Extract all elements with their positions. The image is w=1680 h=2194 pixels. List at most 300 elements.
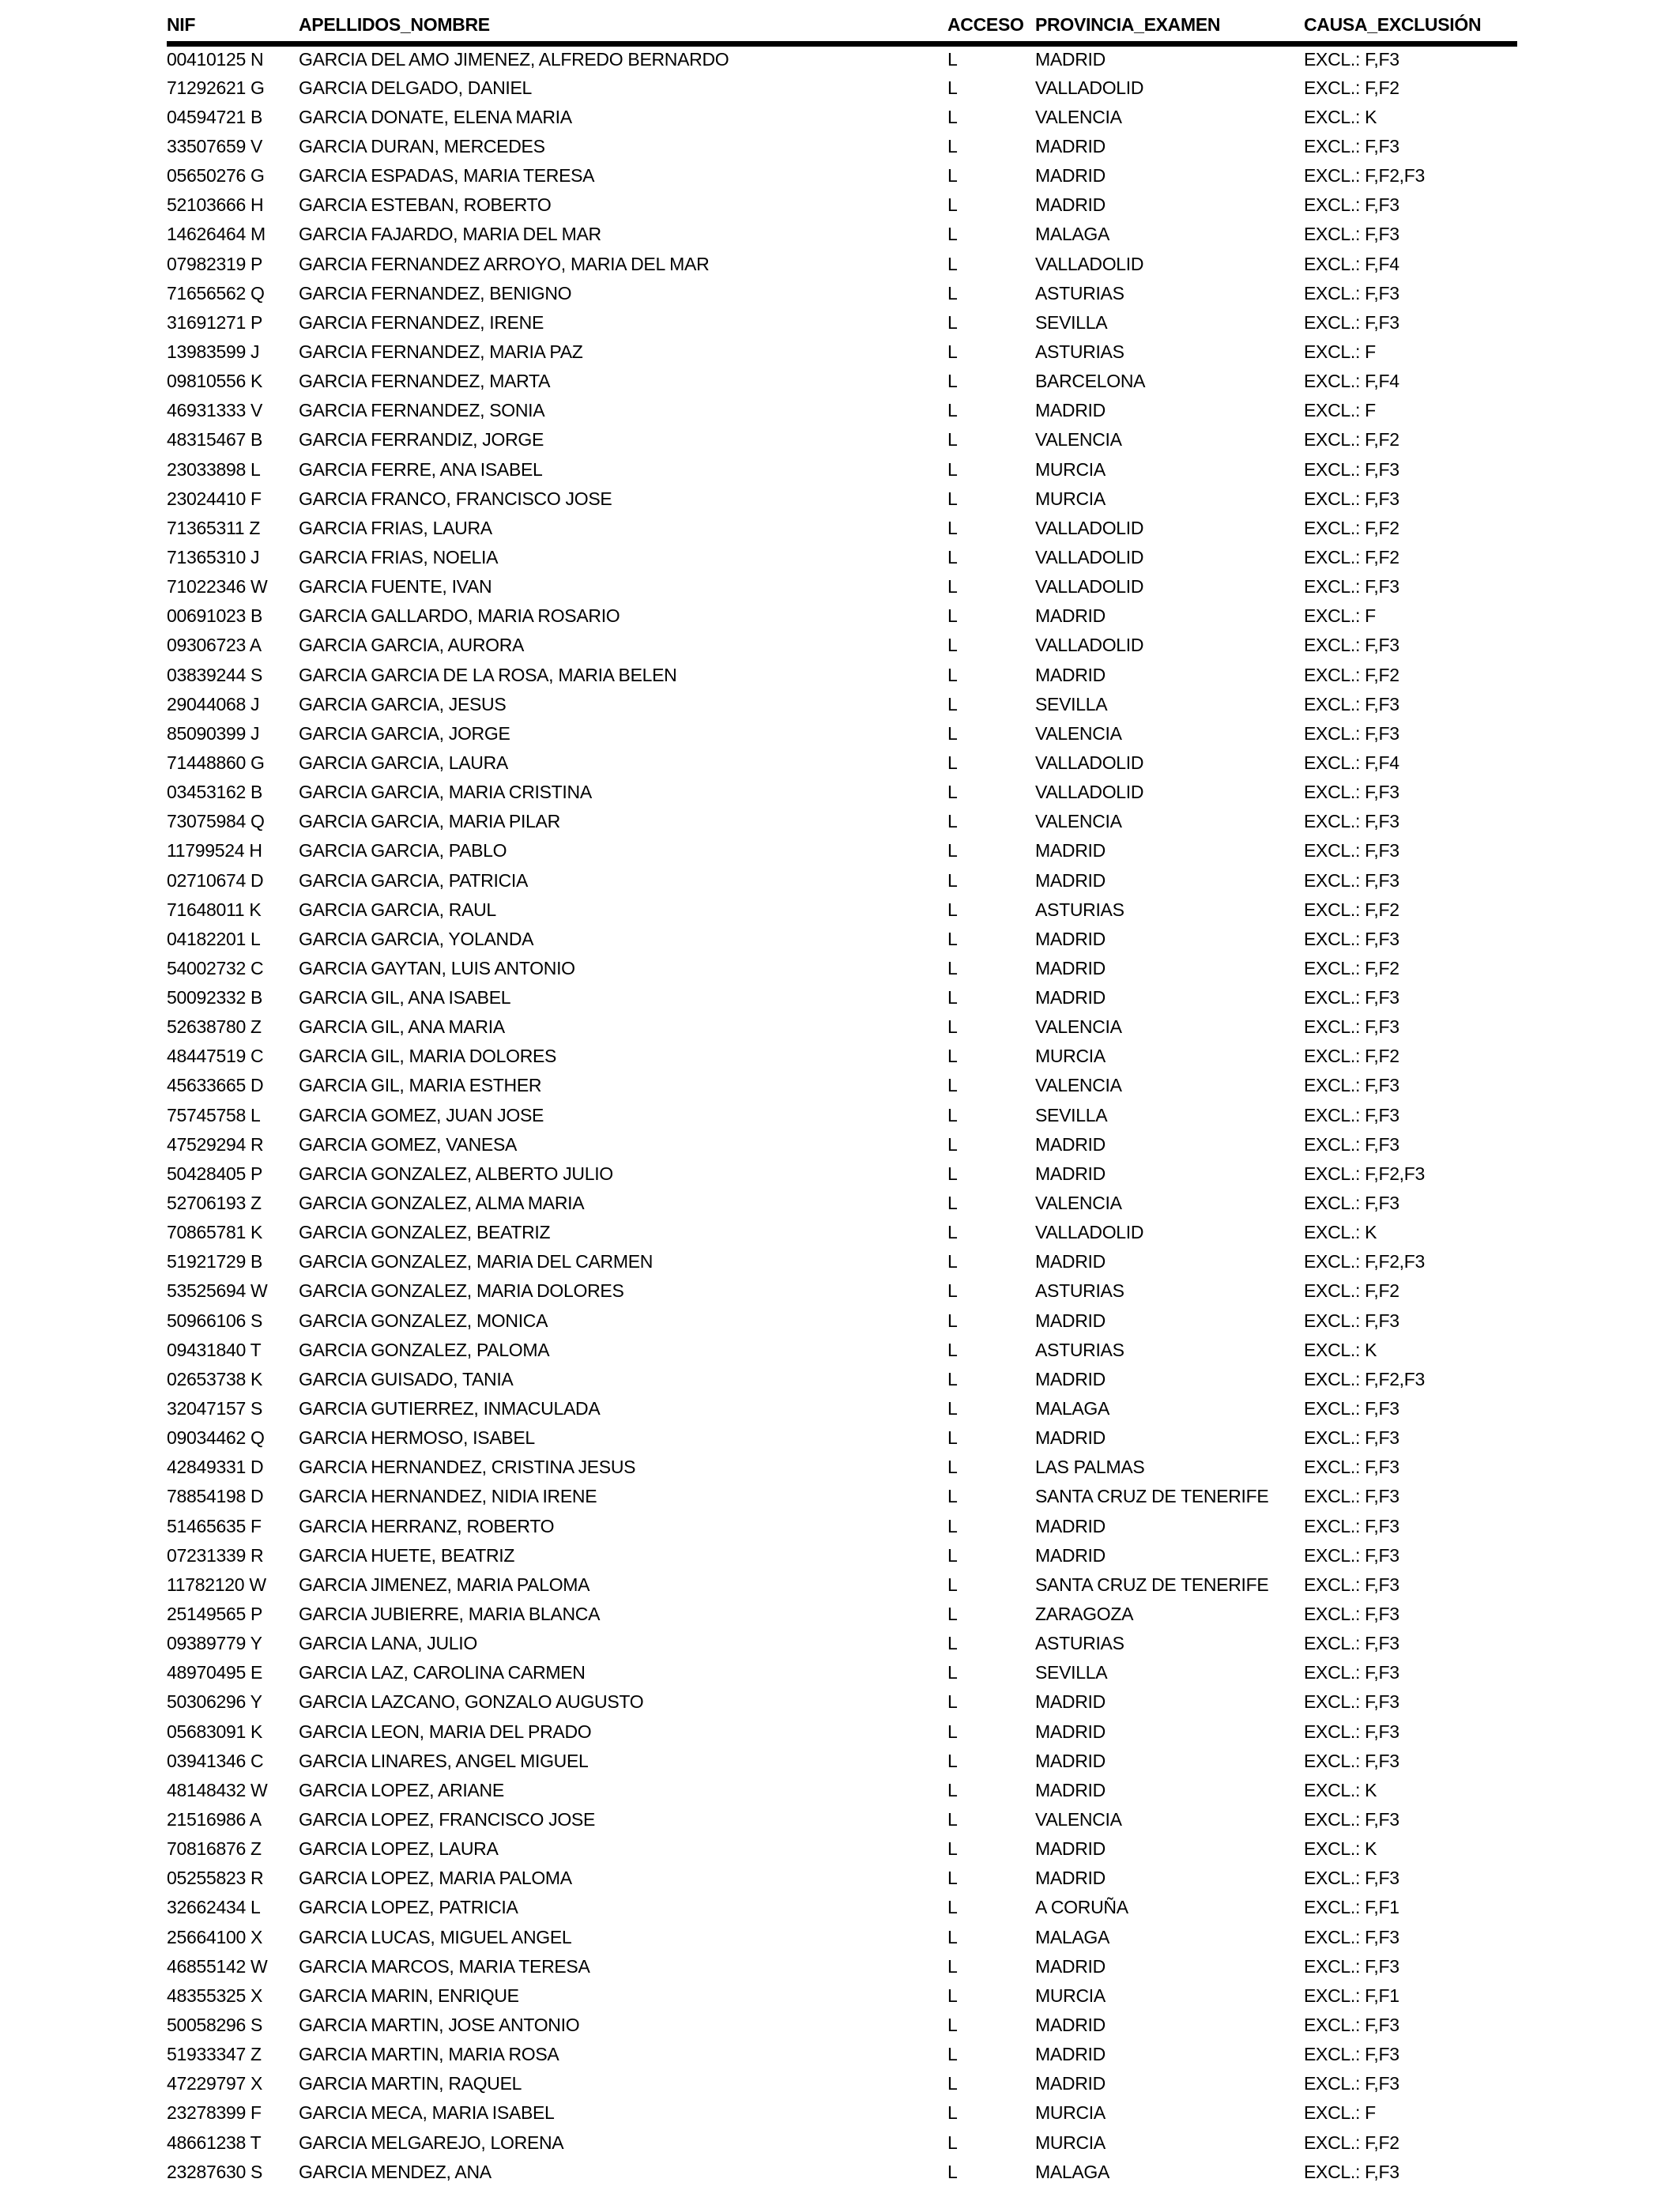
name-cell: GARCIA GONZALEZ, MARIA DEL CARMEN: [299, 1251, 654, 1272]
table-row: [167, 1247, 1517, 1276]
causa-cell: EXCL.: F,F2,F3: [1304, 1163, 1426, 1184]
causa-cell: EXCL.: F,F2,F3: [1304, 1368, 1426, 1389]
nif-cell: 33507659 V: [167, 135, 263, 156]
acceso-cell: L: [947, 77, 958, 98]
acceso-cell: L: [947, 106, 958, 127]
header-apellidos-nombre: APELLIDOS_NOMBRE: [299, 9, 947, 44]
name-cell: GARCIA FERNANDEZ ARROYO, MARIA DEL MAR: [299, 253, 710, 274]
acceso-cell: L: [947, 341, 958, 362]
table-row: [167, 1012, 1517, 1042]
name-cell: GARCIA GARCIA, MARIA CRISTINA: [299, 782, 592, 803]
acceso-cell: L: [947, 194, 958, 216]
table-row: [167, 1600, 1517, 1629]
table-row: [167, 1864, 1517, 1893]
acceso-cell: L: [947, 576, 958, 598]
nif-cell: 04182201 L: [167, 928, 261, 949]
acceso-cell: L: [947, 869, 958, 891]
causa-cell: EXCL.: F,F1: [1304, 1897, 1399, 1918]
causa-cell: EXCL.: F,F3: [1304, 811, 1399, 832]
acceso-cell: L: [947, 1985, 958, 2006]
table-row: [167, 1658, 1517, 1687]
provincia-cell: VALLADOLID: [1035, 253, 1144, 274]
table-row: [167, 836, 1517, 865]
header-nif: NIF: [167, 9, 299, 44]
provincia-cell: MADRID: [1035, 1868, 1106, 1889]
causa-cell: EXCL.: F,F3: [1304, 2014, 1399, 2035]
name-cell: GARCIA LAZ, CAROLINA CARMEN: [299, 1662, 586, 1683]
nif-cell: 03839244 S: [167, 664, 263, 685]
provincia-cell: MADRID: [1035, 1955, 1106, 1977]
nif-cell: 02653738 K: [167, 1368, 263, 1389]
acceso-cell: L: [947, 1133, 958, 1155]
acceso-cell: L: [947, 1046, 958, 1067]
table-row: [167, 925, 1517, 954]
acceso-cell: L: [947, 1104, 958, 1125]
acceso-cell: L: [947, 2132, 958, 2153]
acceso-cell: L: [947, 224, 958, 245]
table-row: [167, 1453, 1517, 1482]
table-row: [167, 1805, 1517, 1834]
causa-cell: EXCL.: K: [1304, 1339, 1377, 1360]
provincia-cell: MADRID: [1035, 840, 1106, 861]
acceso-cell: L: [947, 928, 958, 949]
acceso-cell: L: [947, 2073, 958, 2094]
provincia-cell: MADRID: [1035, 1310, 1106, 1331]
nif-cell: 45633665 D: [167, 1075, 264, 1096]
name-cell: GARCIA FERNANDEZ, BENIGNO: [299, 282, 572, 303]
table-row: [167, 1512, 1517, 1541]
nif-cell: 03941346 C: [167, 1750, 264, 1771]
causa-cell: EXCL.: F,F3: [1304, 311, 1399, 333]
acceso-cell: L: [947, 311, 958, 333]
name-cell: GARCIA GARCIA DE LA ROSA, MARIA BELEN: [299, 664, 677, 685]
acceso-cell: L: [947, 429, 958, 450]
table-row: [167, 249, 1517, 278]
acceso-cell: L: [947, 1075, 958, 1096]
causa-cell: EXCL.: F: [1304, 400, 1376, 421]
acceso-cell: L: [947, 1222, 958, 1243]
name-cell: GARCIA MELGAREJO, LORENA: [299, 2132, 564, 2153]
causa-cell: EXCL.: F,F2: [1304, 957, 1399, 978]
table-row: [167, 807, 1517, 836]
name-cell: GARCIA LEON, MARIA DEL PRADO: [299, 1721, 592, 1742]
table-row: [167, 1394, 1517, 1423]
nif-cell: 32047157 S: [167, 1398, 263, 1419]
acceso-cell: L: [947, 1662, 958, 1683]
table-row: [167, 1336, 1517, 1365]
acceso-cell: L: [947, 635, 958, 656]
provincia-cell: VALLADOLID: [1035, 1222, 1144, 1243]
name-cell: GARCIA GOMEZ, JUAN JOSE: [299, 1104, 544, 1125]
acceso-cell: L: [947, 253, 958, 274]
exclusion-list-table: [167, 9, 1517, 2187]
causa-cell: EXCL.: K: [1304, 106, 1377, 127]
causa-cell: EXCL.: F,F3: [1304, 987, 1399, 1008]
name-cell: GARCIA GONZALEZ, BEATRIZ: [299, 1222, 551, 1243]
name-cell: GARCIA GARCIA, AURORA: [299, 635, 525, 656]
causa-cell: EXCL.: F,F2: [1304, 899, 1399, 920]
name-cell: GARCIA JIMENEZ, MARIA PALOMA: [299, 1574, 590, 1595]
name-cell: GARCIA MECA, MARIA ISABEL: [299, 2102, 555, 2124]
name-cell: GARCIA LOPEZ, ARIANE: [299, 1779, 504, 1800]
causa-cell: EXCL.: F,F2: [1304, 77, 1399, 98]
acceso-cell: L: [947, 811, 958, 832]
table-row: [167, 1159, 1517, 1189]
acceso-cell: L: [947, 1515, 958, 1536]
table-row: [167, 1423, 1517, 1453]
acceso-cell: L: [947, 1633, 958, 1654]
table-row: [167, 1365, 1517, 1394]
name-cell: GARCIA GONZALEZ, MONICA: [299, 1310, 548, 1331]
acceso-cell: L: [947, 1574, 958, 1595]
acceso-cell: L: [947, 1193, 958, 1214]
table-row: [167, 396, 1517, 425]
nif-cell: 71648011 K: [167, 899, 262, 920]
provincia-cell: BARCELONA: [1035, 371, 1146, 392]
acceso-cell: L: [947, 1750, 958, 1771]
causa-cell: EXCL.: F: [1304, 2102, 1376, 2124]
provincia-cell: VALLADOLID: [1035, 752, 1144, 773]
nif-cell: 07231339 R: [167, 1544, 264, 1566]
provincia-cell: ASTURIAS: [1035, 1633, 1124, 1654]
header-acceso: ACCESO: [947, 9, 1035, 44]
name-cell: GARCIA LOPEZ, LAURA: [299, 1838, 499, 1860]
nif-cell: 52638780 Z: [167, 1016, 262, 1038]
causa-cell: EXCL.: F,F2,F3: [1304, 165, 1426, 187]
header-causa-exclusion: CAUSA_EXCLUSIÓN: [1304, 9, 1517, 44]
name-cell: GARCIA LUCAS, MIGUEL ANGEL: [299, 1926, 572, 1947]
nif-cell: 85090399 J: [167, 722, 260, 744]
provincia-cell: MADRID: [1035, 2073, 1106, 2094]
causa-cell: EXCL.: F: [1304, 341, 1376, 362]
provincia-cell: MADRID: [1035, 2014, 1106, 2035]
table-row: [167, 1101, 1517, 1130]
provincia-cell: MADRID: [1035, 135, 1106, 156]
nif-cell: 51921729 B: [167, 1251, 263, 1272]
table-row: [167, 161, 1517, 190]
table-row: [167, 2011, 1517, 2040]
provincia-cell: SANTA CRUZ DE TENERIFE: [1035, 1486, 1269, 1507]
acceso-cell: L: [947, 2044, 958, 2065]
causa-cell: EXCL.: F,F3: [1304, 1515, 1399, 1536]
provincia-cell: MALAGA: [1035, 224, 1110, 245]
causa-cell: EXCL.: F,F3: [1304, 722, 1399, 744]
name-cell: GARCIA GONZALEZ, PALOMA: [299, 1339, 550, 1360]
name-cell: GARCIA GALLARDO, MARIA ROSARIO: [299, 605, 620, 627]
nif-cell: 11782120 W: [167, 1574, 266, 1595]
name-cell: GARCIA FRANCO, FRANCISCO JOSE: [299, 488, 612, 509]
table-row: [167, 2040, 1517, 2069]
acceso-cell: L: [947, 1838, 958, 1860]
provincia-cell: SEVILLA: [1035, 1662, 1108, 1683]
causa-cell: EXCL.: F,F3: [1304, 1457, 1399, 1478]
causa-cell: EXCL.: F,F3: [1304, 1075, 1399, 1096]
nif-cell: 52706193 Z: [167, 1193, 262, 1214]
nif-cell: 50092332 B: [167, 987, 263, 1008]
causa-cell: EXCL.: F,F3: [1304, 2161, 1399, 2182]
nif-cell: 71656562 Q: [167, 282, 265, 303]
name-cell: GARCIA GUISADO, TANIA: [299, 1368, 514, 1389]
causa-cell: EXCL.: F,F3: [1304, 1868, 1399, 1889]
name-cell: GARCIA HERRANZ, ROBERTO: [299, 1515, 555, 1536]
provincia-cell: MADRID: [1035, 1163, 1106, 1184]
name-cell: GARCIA LOPEZ, MARIA PALOMA: [299, 1868, 572, 1889]
table-row: [167, 1981, 1517, 2011]
causa-cell: EXCL.: F,F3: [1304, 1809, 1399, 1830]
causa-cell: EXCL.: F,F3: [1304, 1955, 1399, 1977]
provincia-cell: ASTURIAS: [1035, 1339, 1124, 1360]
nif-cell: 42849331 D: [167, 1457, 264, 1478]
causa-cell: EXCL.: F,F2: [1304, 429, 1399, 450]
nif-cell: 02710674 D: [167, 869, 264, 891]
nif-cell: 48447519 C: [167, 1046, 264, 1067]
provincia-cell: MURCIA: [1035, 1046, 1106, 1067]
name-cell: GARCIA ESTEBAN, ROBERTO: [299, 194, 552, 216]
acceso-cell: L: [947, 2014, 958, 2035]
nif-cell: 31691271 P: [167, 311, 263, 333]
acceso-cell: L: [947, 1955, 958, 1977]
causa-cell: EXCL.: F,F3: [1304, 1721, 1399, 1742]
nif-cell: 51465635 F: [167, 1515, 262, 1536]
acceso-cell: L: [947, 517, 958, 538]
nif-cell: 09431840 T: [167, 1339, 262, 1360]
name-cell: GARCIA GARCIA, JESUS: [299, 693, 507, 714]
provincia-cell: MADRID: [1035, 1427, 1106, 1449]
provincia-cell: VALLADOLID: [1035, 546, 1144, 567]
name-cell: GARCIA FAJARDO, MARIA DEL MAR: [299, 224, 601, 245]
table-row: [167, 74, 1517, 103]
nif-cell: 50058296 S: [167, 2014, 263, 2035]
causa-cell: EXCL.: F,F3: [1304, 2044, 1399, 2065]
causa-cell: EXCL.: F,F4: [1304, 371, 1399, 392]
name-cell: GARCIA GARCIA, MARIA PILAR: [299, 811, 560, 832]
provincia-cell: LAS PALMAS: [1035, 1457, 1145, 1478]
causa-cell: EXCL.: F: [1304, 605, 1376, 627]
nif-cell: 23278399 F: [167, 2102, 262, 2124]
provincia-cell: MALAGA: [1035, 2161, 1110, 2182]
provincia-cell: VALENCIA: [1035, 1809, 1122, 1830]
acceso-cell: L: [947, 371, 958, 392]
nif-cell: 23287630 S: [167, 2161, 263, 2182]
acceso-cell: L: [947, 2102, 958, 2124]
nif-cell: 48355325 X: [167, 1985, 263, 2006]
table-row: [167, 2128, 1517, 2157]
name-cell: GARCIA GUTIERREZ, INMACULADA: [299, 1398, 601, 1419]
table-row: [167, 484, 1517, 514]
name-cell: GARCIA DELGADO, DANIEL: [299, 77, 533, 98]
nif-cell: 70865781 K: [167, 1222, 263, 1243]
provincia-cell: MADRID: [1035, 165, 1106, 187]
table-row: [167, 690, 1517, 719]
table-row: [167, 454, 1517, 484]
table-row: [167, 190, 1517, 220]
nif-cell: 05650276 G: [167, 165, 265, 187]
provincia-cell: SEVILLA: [1035, 311, 1108, 333]
acceso-cell: L: [947, 693, 958, 714]
nif-cell: 00410125 N: [167, 49, 264, 70]
causa-cell: EXCL.: K: [1304, 1838, 1377, 1860]
acceso-cell: L: [947, 1251, 958, 1272]
table-row: [167, 1042, 1517, 1071]
causa-cell: EXCL.: F,F3: [1304, 1486, 1399, 1507]
provincia-cell: ASTURIAS: [1035, 899, 1124, 920]
causa-cell: EXCL.: F,F3: [1304, 1750, 1399, 1771]
table-row: [167, 1717, 1517, 1747]
nif-cell: 48148432 W: [167, 1779, 268, 1800]
acceso-cell: L: [947, 605, 958, 627]
table-row: [167, 1276, 1517, 1306]
causa-cell: EXCL.: F,F3: [1304, 1104, 1399, 1125]
causa-cell: EXCL.: F,F3: [1304, 1691, 1399, 1713]
provincia-cell: MADRID: [1035, 1133, 1106, 1155]
name-cell: GARCIA HERNANDEZ, NIDIA IRENE: [299, 1486, 597, 1507]
causa-cell: EXCL.: F,F3: [1304, 1633, 1399, 1654]
nif-cell: 47229797 X: [167, 2073, 263, 2094]
table-row: [167, 2158, 1517, 2187]
acceso-cell: L: [947, 1339, 958, 1360]
causa-cell: EXCL.: F,F2: [1304, 517, 1399, 538]
name-cell: GARCIA DURAN, MERCEDES: [299, 135, 545, 156]
acceso-cell: L: [947, 1457, 958, 1478]
nif-cell: 47529294 R: [167, 1133, 264, 1155]
table-row: [167, 514, 1517, 543]
acceso-cell: L: [947, 1897, 958, 1918]
causa-cell: EXCL.: F,F2,F3: [1304, 1251, 1426, 1272]
acceso-cell: L: [947, 1721, 958, 1742]
table-row: [167, 1893, 1517, 1922]
acceso-cell: L: [947, 400, 958, 421]
causa-cell: EXCL.: K: [1304, 1222, 1377, 1243]
nif-cell: 78854198 D: [167, 1486, 264, 1507]
causa-cell: EXCL.: F,F3: [1304, 693, 1399, 714]
name-cell: GARCIA FERNANDEZ, MARIA PAZ: [299, 341, 583, 362]
name-cell: GARCIA GIL, ANA ISABEL: [299, 987, 511, 1008]
provincia-cell: MADRID: [1035, 1721, 1106, 1742]
provincia-cell: MADRID: [1035, 928, 1106, 949]
nif-cell: 54002732 C: [167, 957, 264, 978]
name-cell: GARCIA MARCOS, MARIA TERESA: [299, 1955, 590, 1977]
name-cell: GARCIA FUENTE, IVAN: [299, 576, 492, 598]
provincia-cell: ASTURIAS: [1035, 341, 1124, 362]
provincia-cell: MADRID: [1035, 1515, 1106, 1536]
causa-cell: EXCL.: F,F3: [1304, 49, 1399, 70]
causa-cell: EXCL.: F,F3: [1304, 2073, 1399, 2094]
provincia-cell: MURCIA: [1035, 2132, 1106, 2153]
name-cell: GARCIA GONZALEZ, ALBERTO JULIO: [299, 1163, 613, 1184]
provincia-cell: SEVILLA: [1035, 1104, 1108, 1125]
table-row: [167, 778, 1517, 807]
causa-cell: EXCL.: F,F3: [1304, 1662, 1399, 1683]
causa-cell: EXCL.: F,F3: [1304, 135, 1399, 156]
name-cell: GARCIA MARTIN, JOSE ANTONIO: [299, 2014, 580, 2035]
provincia-cell: MADRID: [1035, 987, 1106, 1008]
provincia-cell: VALENCIA: [1035, 1016, 1122, 1038]
name-cell: GARCIA GIL, MARIA ESTHER: [299, 1075, 542, 1096]
provincia-cell: MADRID: [1035, 194, 1106, 216]
nif-cell: 71365311 Z: [167, 517, 261, 538]
table-row: [167, 132, 1517, 161]
acceso-cell: L: [947, 957, 958, 978]
table-row: [167, 220, 1517, 249]
table-row: [167, 1834, 1517, 1864]
causa-cell: EXCL.: F,F2: [1304, 664, 1399, 685]
causa-cell: EXCL.: F,F3: [1304, 1427, 1399, 1449]
causa-cell: EXCL.: F,F3: [1304, 928, 1399, 949]
nif-cell: 25149565 P: [167, 1604, 263, 1625]
provincia-cell: MADRID: [1035, 1544, 1106, 1566]
table-row: [167, 572, 1517, 601]
provincia-cell: MADRID: [1035, 1368, 1106, 1389]
name-cell: GARCIA LINARES, ANGEL MIGUEL: [299, 1750, 589, 1771]
provincia-cell: MADRID: [1035, 1251, 1106, 1272]
name-cell: GARCIA FERNANDEZ, IRENE: [299, 311, 544, 333]
name-cell: GARCIA FERNANDEZ, MARTA: [299, 371, 551, 392]
table-row: [167, 895, 1517, 925]
causa-cell: EXCL.: F,F3: [1304, 635, 1399, 656]
acceso-cell: L: [947, 2161, 958, 2182]
table-row: [167, 1776, 1517, 1805]
acceso-cell: L: [947, 1163, 958, 1184]
nif-cell: 11799524 H: [167, 840, 262, 861]
provincia-cell: MADRID: [1035, 1838, 1106, 1860]
table-body: [167, 44, 1517, 2187]
acceso-cell: L: [947, 840, 958, 861]
nif-cell: 51933347 Z: [167, 2044, 262, 2065]
provincia-cell: VALENCIA: [1035, 429, 1122, 450]
provincia-cell: SEVILLA: [1035, 693, 1108, 714]
provincia-cell: VALLADOLID: [1035, 77, 1144, 98]
name-cell: GARCIA MARTIN, MARIA ROSA: [299, 2044, 559, 2065]
causa-cell: EXCL.: F,F3: [1304, 488, 1399, 509]
table-row: [167, 279, 1517, 308]
nif-cell: 70816876 Z: [167, 1838, 262, 1860]
causa-cell: EXCL.: F,F2: [1304, 2132, 1399, 2153]
table-row: [167, 1923, 1517, 1952]
nif-cell: 71022346 W: [167, 576, 268, 598]
nif-cell: 48315467 B: [167, 429, 263, 450]
acceso-cell: L: [947, 752, 958, 773]
nif-cell: 14626464 M: [167, 224, 266, 245]
nif-cell: 46931333 V: [167, 400, 263, 421]
acceso-cell: L: [947, 546, 958, 567]
acceso-cell: L: [947, 1016, 958, 1038]
causa-cell: EXCL.: F,F3: [1304, 282, 1399, 303]
table-row: [167, 543, 1517, 572]
table-row: [167, 1687, 1517, 1717]
nif-cell: 05255823 R: [167, 1868, 264, 1889]
nif-cell: 29044068 J: [167, 693, 260, 714]
name-cell: GARCIA ESPADAS, MARIA TERESA: [299, 165, 595, 187]
name-cell: GARCIA GAYTAN, LUIS ANTONIO: [299, 957, 575, 978]
acceso-cell: L: [947, 458, 958, 480]
causa-cell: EXCL.: F,F2: [1304, 1280, 1399, 1302]
nif-cell: 71365310 J: [167, 546, 260, 567]
acceso-cell: L: [947, 1486, 958, 1507]
provincia-cell: MURCIA: [1035, 458, 1106, 480]
acceso-cell: L: [947, 722, 958, 744]
causa-cell: EXCL.: F,F3: [1304, 1310, 1399, 1331]
causa-cell: EXCL.: F,F3: [1304, 1544, 1399, 1566]
acceso-cell: L: [947, 1691, 958, 1713]
nif-cell: 50428405 P: [167, 1163, 263, 1184]
provincia-cell: MADRID: [1035, 2044, 1106, 2065]
nif-cell: 50966106 S: [167, 1310, 263, 1331]
provincia-cell: MADRID: [1035, 1750, 1106, 1771]
provincia-cell: MADRID: [1035, 957, 1106, 978]
causa-cell: EXCL.: F,F3: [1304, 1133, 1399, 1155]
acceso-cell: L: [947, 899, 958, 920]
provincia-cell: A CORUÑA: [1035, 1897, 1128, 1918]
